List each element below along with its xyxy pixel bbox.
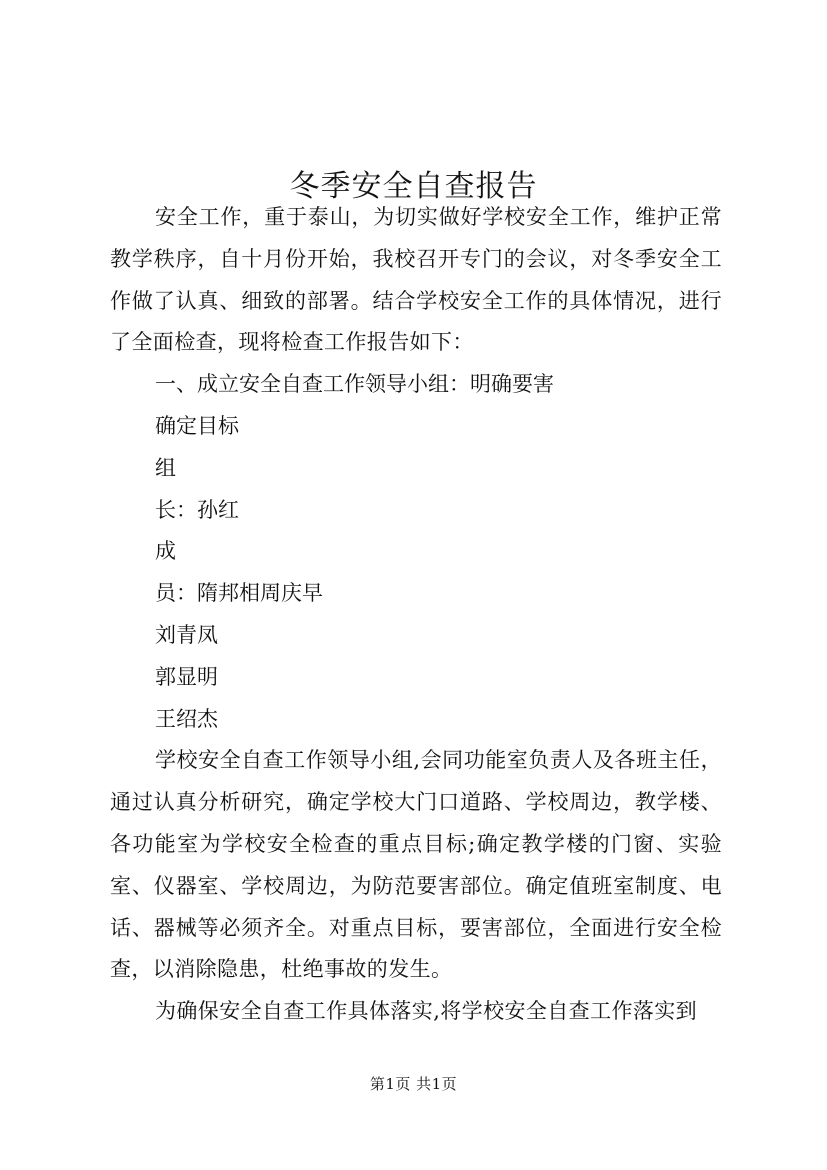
text-line: 长：孙红 xyxy=(155,497,239,522)
section-heading: 一、成立安全自查工作领导小组：明确要害 xyxy=(155,372,554,397)
text-line: 成 xyxy=(155,539,176,564)
text-line: 员：隋邦相周庆早 xyxy=(155,581,323,606)
text-line: 组 xyxy=(155,455,176,480)
text-line: 刘青凤 xyxy=(155,622,218,647)
text-line: 郭显明 xyxy=(155,664,218,689)
page-footer: 第1页 共1页 xyxy=(369,1075,458,1093)
text-line: 确定目标 xyxy=(155,413,239,438)
document-body xyxy=(110,197,722,1033)
intro-paragraph: 安全工作，重于泰山，为切实做好学校安全工作，维护正常教学秩序，自十月份开始，我校召开专门的会议，对冬季安全工作做了认真、细致的部署。结合学校安全工作的具体情况，进行了全面检查，现将检查工作报告如下： xyxy=(110,205,722,355)
body-paragraph: 为确保安全自查工作具体落实,将学校安全自查工作落实到 xyxy=(155,999,698,1024)
body-paragraph: 学校安全自查工作领导小组,会同功能室负责人及各班主任，通过认真分析研究，确定学校大门口道路、学校周边，教学楼、各功能室为学校安全检查的重点目标;确定教学楼的门窗、实验室、仪器室、学校周边，为防范要害部位。确定值班室制度、电话、器械等必须齐全。对重点目标，要害部位，全面进行安全检查，以消除隐患，杜绝事故的发生。 xyxy=(110,748,722,982)
text-line: 王绍杰 xyxy=(155,706,218,731)
document-title: 冬季安全自查报告 xyxy=(289,169,538,205)
